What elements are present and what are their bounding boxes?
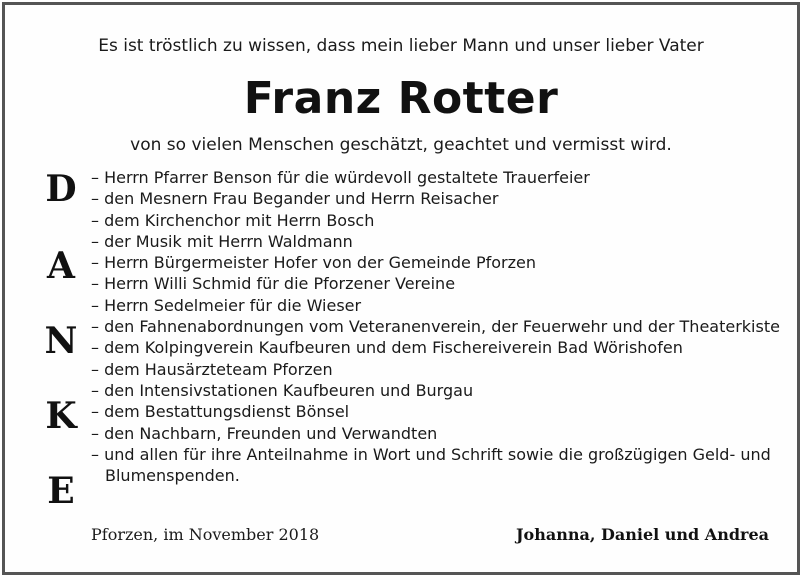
list-item: – Herrn Pfarrer Benson für die würdevoll gestaltete Trauerfeier xyxy=(91,168,590,187)
deceased-name: Franz Rotter xyxy=(243,73,559,124)
danke-letter-n: N xyxy=(44,320,78,362)
list-item: – Herrn Willi Schmid für die Pforzener Vereine xyxy=(91,274,456,294)
intro-text: Es ist tröstlich zu wissen, dass mein lieber Mann und unser lieber Vater xyxy=(98,36,704,56)
list-item: – und allen für ihre Anteilnahme in Wort und Schrift sowie die großzügigen Geld- und Blumenspenden. xyxy=(91,444,771,486)
thanks-list xyxy=(91,167,781,486)
list-item: – den Mesnern Frau Begander und Herrn Reisacher xyxy=(91,189,499,209)
place-date: Pforzen, im November 2018 xyxy=(91,525,320,544)
list-item: – Herrn Bürgermeister Hofer von der Gemeinde Pforzen xyxy=(91,253,536,273)
outro-text: von so vielen Menschen geschätzt, geachtet und vermisst wird. xyxy=(130,135,672,155)
signature: Johanna, Daniel und Andrea xyxy=(515,525,769,544)
list-item: – den Fahnenabordnungen vom Veteranenverein, der Feuerwehr und der Theaterkiste xyxy=(91,317,780,337)
list-item: – den Intensivstationen Kaufbeuren und Burgau xyxy=(91,380,474,400)
danke-letter-e: E xyxy=(47,470,75,512)
list-item: – dem Kolpingverein Kaufbeuren und dem Fischereiverein Bad Wörishofen xyxy=(91,338,683,358)
list-item: – dem Hausärzteteam Pforzen xyxy=(91,359,333,379)
list-item: – den Nachbarn, Freunden und Verwandten xyxy=(91,423,438,443)
danke-letter-a: A xyxy=(47,245,75,287)
list-item: – dem Bestattungsdienst Bönsel xyxy=(91,402,350,422)
list-item: – der Musik mit Herrn Waldmann xyxy=(91,231,353,251)
danke-letter-k: K xyxy=(45,395,77,437)
list-item: – Herrn Sedelmeier für die Wieser xyxy=(91,295,362,315)
danke-letter-d: D xyxy=(45,168,77,210)
list-item: – dem Kirchenchor mit Herrn Bosch xyxy=(91,210,375,230)
notice-frame xyxy=(2,2,800,575)
